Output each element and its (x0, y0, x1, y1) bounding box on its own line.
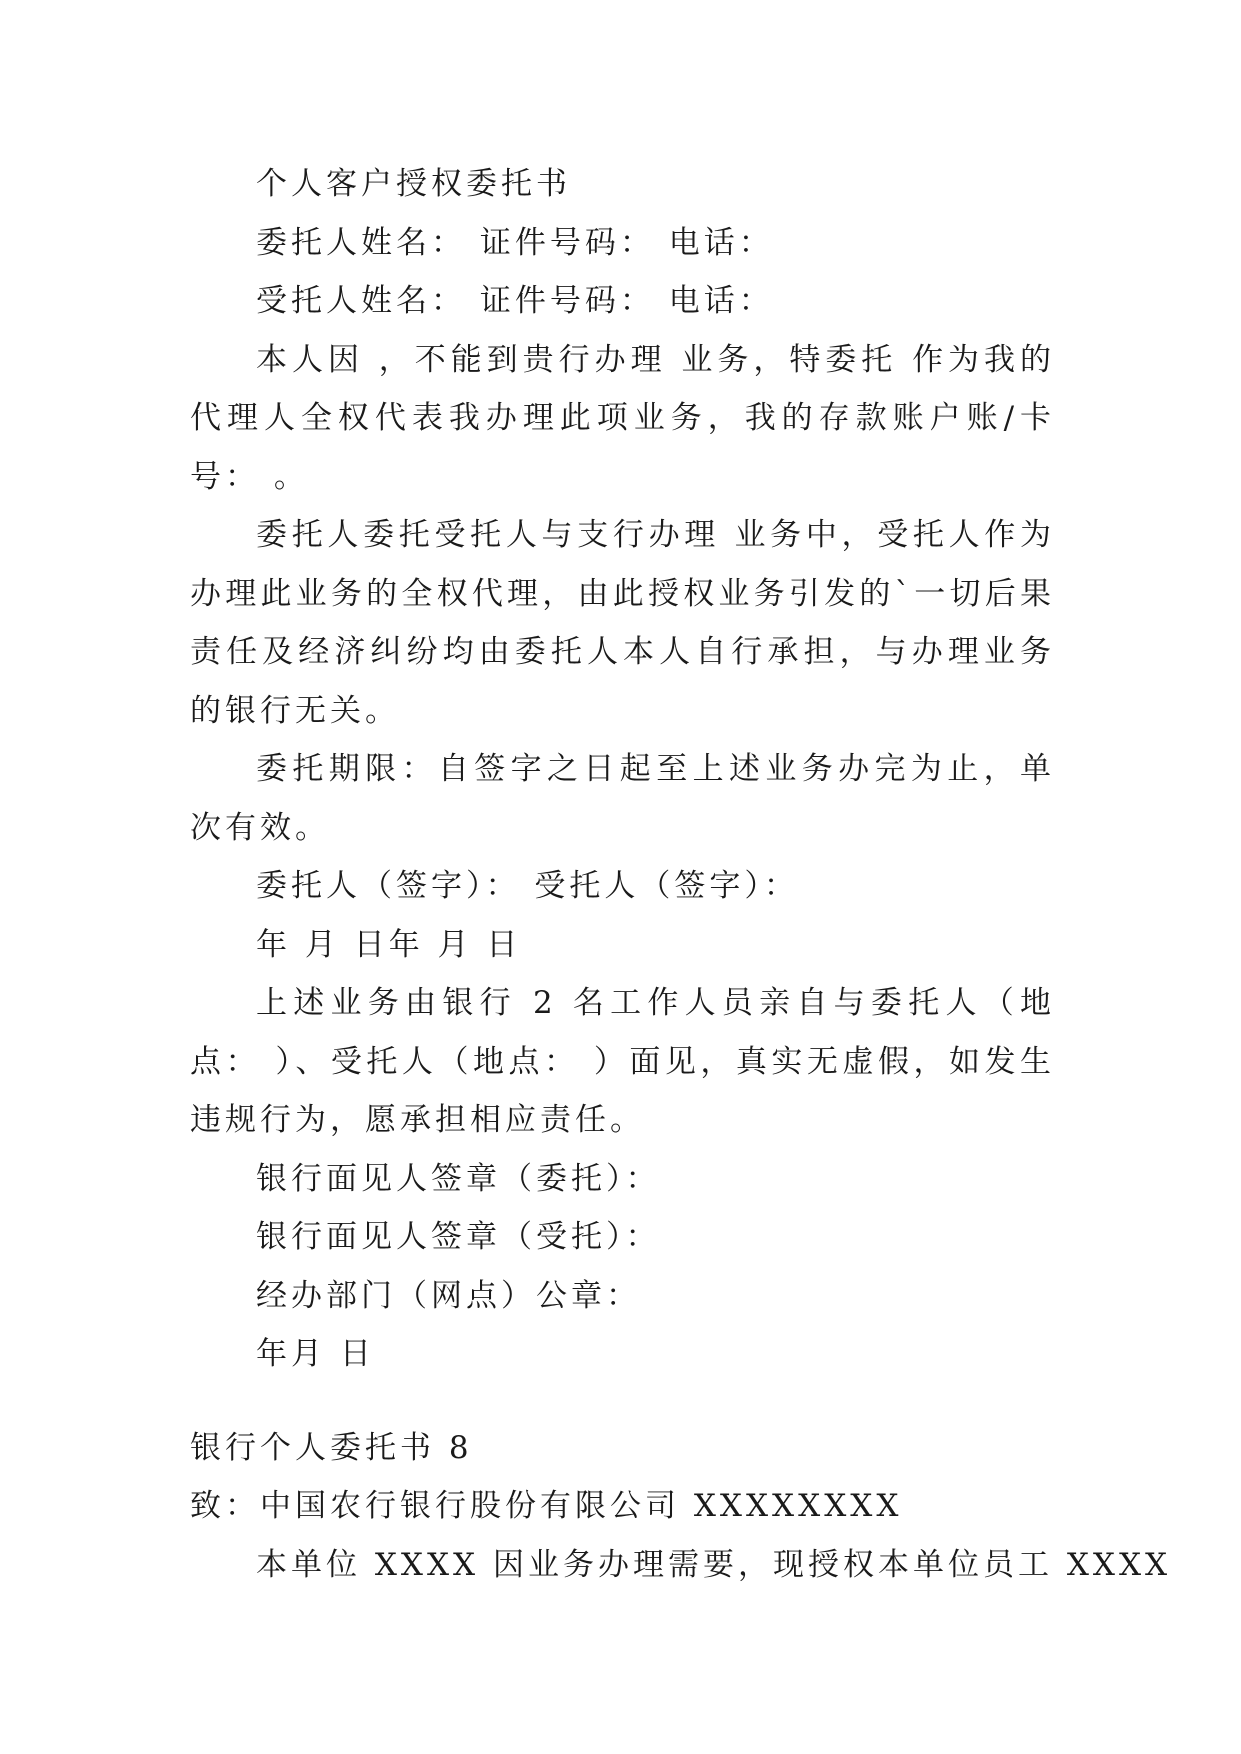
bank-sign-agent-line: 银行面见人签章（受托）： (256, 1219, 661, 1255)
authorization-paragraph: 本人因 ，不能到贵行办理 业务，特委托 作为我的代理人全权代表我办理此项业务，我的存款账户账/卡号： 。 (190, 341, 1055, 495)
department-seal-line: 经办部门（网点）公章： (256, 1277, 641, 1314)
agent-info-line: 受托人姓名： 证件号码： 电话： (256, 283, 774, 319)
liability-paragraph: 委托人委托受托人与支行办理 业务中，受托人作为办理此业务的全权代理，由此授权业务引发的`一切后果责任及经济纠纷均由委托人本人自行承担，与办理业务的银行无关。 (190, 517, 1055, 729)
principal-info-line: 委托人姓名： 证件号码： 电话： (256, 224, 774, 261)
addressee-line: 致：中国农行银行股份有限公司 XXXXXXXX (190, 1488, 903, 1524)
bank-verification-paragraph: 上述业务由银行 2 名工作人员亲自与委托人（地点： ）、受托人（地点： ）面见，真实无虚假，如发生违规行为，愿承担相应责任。 (190, 985, 1055, 1138)
date-line: 年 月 日年 月 日 (256, 926, 522, 963)
closing-date-line: 年月 日 (256, 1336, 375, 1372)
bank-sign-principal-line: 银行面见人签章（委托）： (256, 1160, 661, 1197)
term-paragraph: 委托期限：自签字之日起至上述业务办完为止，单次有效。 (190, 751, 1055, 846)
signature-line: 委托人（签字）： 受托人（签字）： (256, 868, 799, 904)
document-title: 个人客户授权委托书 (256, 166, 571, 202)
document-page (190, 155, 1172, 1594)
second-document-title: 银行个人委托书 8 (190, 1429, 473, 1466)
second-document-body: 本单位 XXXX 因业务办理需要，现授权本单位员工 XXXX (256, 1546, 1172, 1583)
